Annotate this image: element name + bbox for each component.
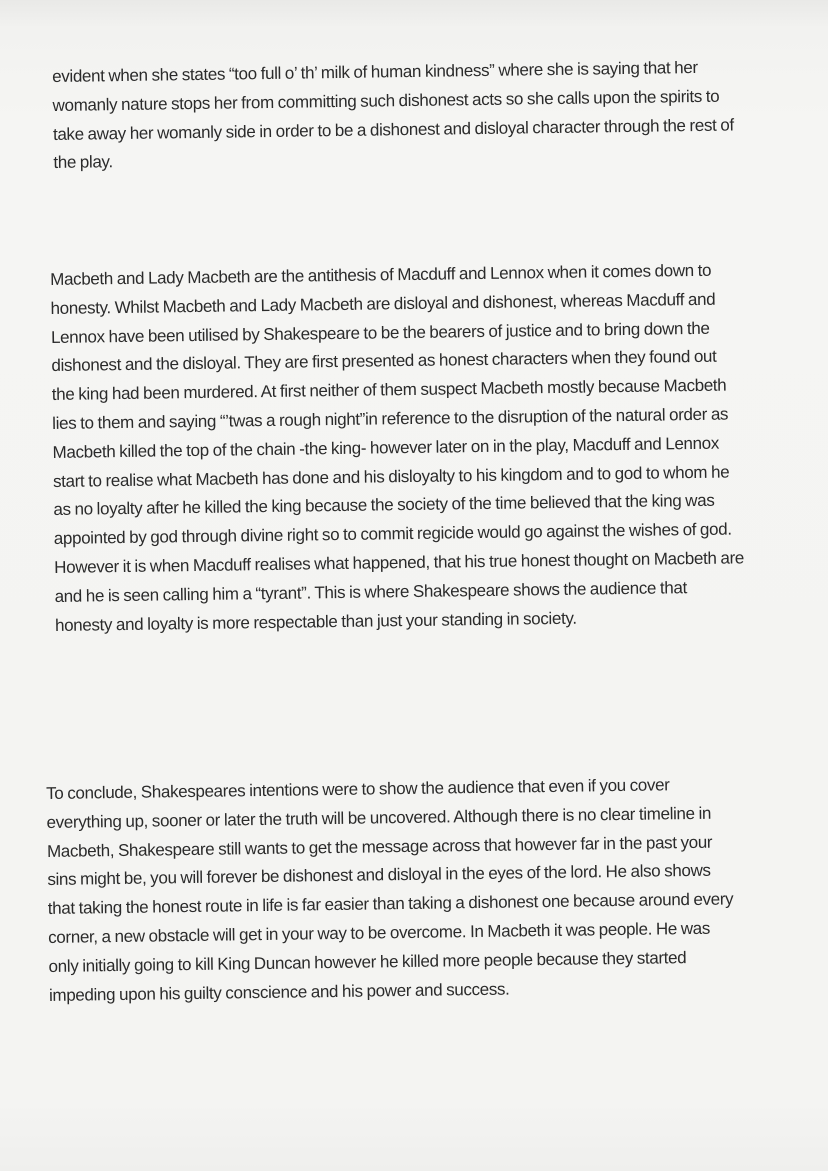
paragraph-lady-macbeth-kindness: evident when she states “too full o’ th’ milk of human kindness” where she is saying that her womanly nature stops her from committing such dishonest acts so she calls upon the spirits to take away her womanly side in order to be a dishonest and disloyal character through the rest of the play. (52, 57, 734, 173)
paragraph-macduff-lennox-honesty: Macbeth and Lady Macbeth are the antithesis of Macduff and Lennox when it comes down to honesty. Whilst Macbeth and Lady Macbeth are disloyal and dishonest, whereas Macduff and Lennox have been utilised by Shakespeare to be the bearers of justice and to bring down the dishonest and the disloyal. They are first presented as honest characters when they found out the king had been murdered. At first neither of them suspect Macbeth mostly because Macbeth lies to them and saying “’twas a rough night”in reference to the disruption of the natural order as Macbeth killed the top of the chain -the king- however later on in the play, Macduff and Lennox start to realise what Macbeth has done and his disloyalty to his kingdom and to god to whom he as no loyalty after he killed the king because the society of the time believed that the king was appointed by god through divine right so to commit regicide would go against the wishes of god. However it is when Macduff realises what happened, that his true honest thought on Macbeth are and he is seen calling him a “tyrant”. This is where Shakespeare shows the audience that honesty and loyalty is more respectable than just your standing in society. (50, 260, 745, 635)
paragraph-conclusion: To conclude, Shakespeares intentions were to show the audience that even if you cover everything up, sooner or later the truth will be uncovered. Although there is no clear timeline in Macbeth, Shakespeare still wants to get the message across that however far in the past your sins might be, you will forever be dishonest and disloyal in the eyes of the lord. He also shows that taking the honest route in life is far easier than taking a dishonest one because around every corner, a new obstacle will get in your way to be overcome. In Macbeth it was people. He was only initially going to kill King Duncan however he killed more people because they started impeding upon his guilty conscience and his power and success. (46, 775, 734, 1005)
